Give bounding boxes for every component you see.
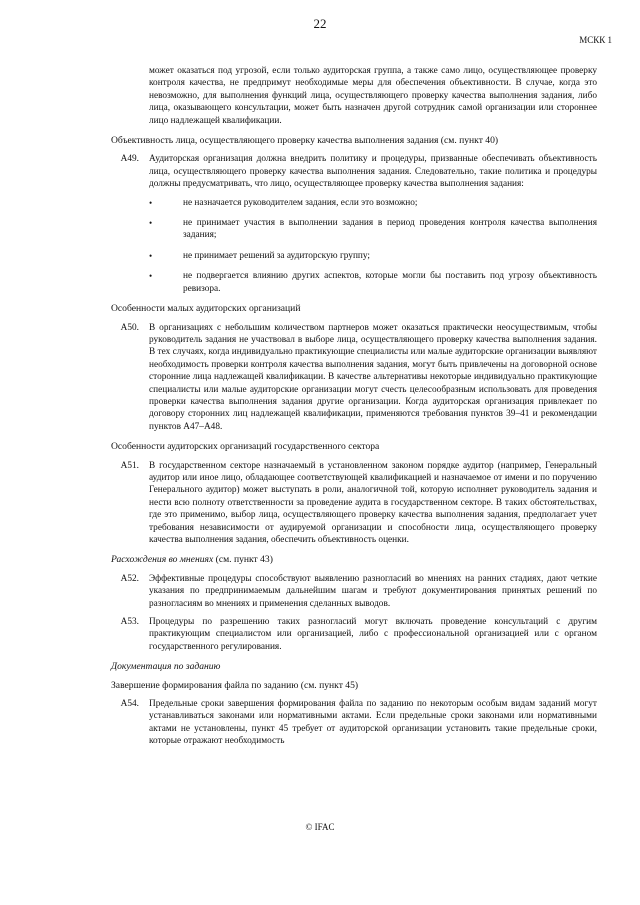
heading-completion: Завершение формирования файла по заданию (см. пункт 45): [111, 679, 359, 691]
paragraph-text: Процедуры по разрешению таких разногласий могут включать проведение консультаций с другим практикующим специалистом или организацией, либо с профессиональной организацией или с органом государственного регулирования.: [149, 617, 597, 652]
list-item-text: не подвергается влиянию других аспектов, которые могли бы поставить под угрозу объективность ревизора.: [183, 271, 597, 294]
paragraph-text: Аудиторская организация должна внедрить политику и процедуры, призванные обеспечивать объективность лица, осуществляющего проверку качества выполнения задания. Следовательно, такие политика и процедуры должны предусматривать, что лицо, осуществляющее проверку качества выполнения задания:: [149, 154, 597, 190]
list-item-text: не назначается руководителем задания, если это возможно;: [183, 197, 418, 208]
bullet-icon: •: [149, 271, 153, 282]
list-item: [149, 217, 597, 242]
list-item-text: не принимает участия в выполнении задания в период проведения контроля качества выполнения задания;: [183, 218, 597, 241]
heading-objectivity: Объективность лица, осуществляющего проверку качества выполнения задания (см. пункт 40): [111, 135, 499, 147]
list-item: [149, 197, 597, 209]
paragraph-text: Предельные сроки завершения формирования файла по заданию по некоторым особым видам заданий могут устанавливаться законами или нормативными актами. Если предельные сроки законами или нормативными актами не установлены, пункт 45 требует от аудиторской организации установить такие предельные сроки, которые отражают необходимость: [149, 699, 597, 747]
bullet-list: [149, 197, 597, 295]
paragraph-a52: [111, 573, 597, 610]
paragraph-text: Эффективные процедуры способствуют выявлению разногласий во мнениях на ранних стадиях, дают четкие указания по предпринимаемым дальнейшим шагам и требуют документирования принятых решений по разногласиям во мнениях и применения сделанных выводов.: [149, 573, 597, 609]
bullet-icon: •: [149, 250, 153, 261]
paragraph-a54: [111, 698, 597, 748]
bullet-icon: •: [149, 218, 153, 229]
heading-differences: [111, 554, 597, 566]
paragraph-text: В организациях с небольшим количеством партнеров может оказаться практически неосуществимым, чтобы руководитель задания не участвовал в выборе лица, осуществляющего проверку качества выполнения задания. В тех случаях, когда индивидуально практикующие специалисты или малые аудиторские организации выявляют необходимость проверки контроля качества выполнения задания, могут быть привлечены на договорной основе сторонние лица надлежащей квалификации. В качестве альтернативы некоторые индивидуально практикующие специалисты или малые аудиторские организации могут счесть целесообразным использовать для проведения проверки качества выполнения задания другие организации. Когда аудиторская организация привлекает по договору сторонних лиц надлежащей квалификации, применяются требования пунктов 39–41 и рекомендации пунктов A47–A48.: [149, 322, 597, 432]
list-item-text: не принимает решений за аудиторскую группу;: [183, 250, 371, 261]
list-item: [149, 270, 597, 295]
paragraph-a50: [111, 322, 597, 434]
paragraph-text: В государственном секторе назначаемый в установленном законом порядке аудитор (например, Генеральный аудитор или иное лицо, обладающее соответствующей квалификацией и назначаемое от имени и по поручению Генерального аудитор) может выступать в роли, аналогичной той, которую исполняет руководитель задания и нести всю полноту ответственности за проведение аудита в государственном секторе. В таких обстоятельствах, где это применимо, выбор лица, осуществляющего проверку качества выполнения задания, предполагает учет требования независимости от аудируемой организации и способности лица, осуществляющего проверку качества выполнения задания, обеспечить объективность оценки.: [149, 460, 597, 545]
footer-copyright: © IFAC: [305, 822, 335, 832]
paragraph-a51: [111, 460, 597, 547]
paragraph-number: A54.: [120, 699, 139, 710]
heading-small-firms: Особенности малых аудиторских организаций: [111, 303, 301, 315]
heading-documentation: Документация по заданию: [111, 661, 221, 673]
paragraph-number: A51.: [120, 460, 139, 471]
bullet-icon: •: [149, 197, 153, 208]
paragraph-number: A49.: [120, 154, 139, 165]
paragraph-number: A50.: [120, 322, 139, 333]
paragraph-a53: [111, 616, 597, 653]
paragraph-a49: [111, 153, 597, 190]
heading-differences-ref: (см. пункт 43): [215, 554, 273, 566]
paragraph-number: A53.: [120, 617, 139, 628]
document-code: МСКК 1: [579, 35, 612, 45]
page-number: 22: [313, 16, 327, 31]
list-item: [149, 250, 597, 262]
paragraph-number: A52.: [120, 573, 139, 584]
intro-paragraph: может оказаться под угрозой, если только аудиторская группа, а также само лицо, осуществляющее проверку контроля качества, не предпримут необходимые меры для обеспечения объективности. В случае, когда это невозможно, для выполнения функций лица, осуществляющего проверку качества выполнения задания, либо лица, оказывающего консультации, может быть назначен другой сотрудник самой организации или стороннее лицо надлежащей квалификации.: [149, 66, 597, 126]
heading-public-sector: Особенности аудиторских организаций государственного сектора: [111, 441, 380, 453]
heading-differences-title: Расхождения во мнениях: [111, 554, 214, 566]
page-content: [111, 65, 597, 754]
